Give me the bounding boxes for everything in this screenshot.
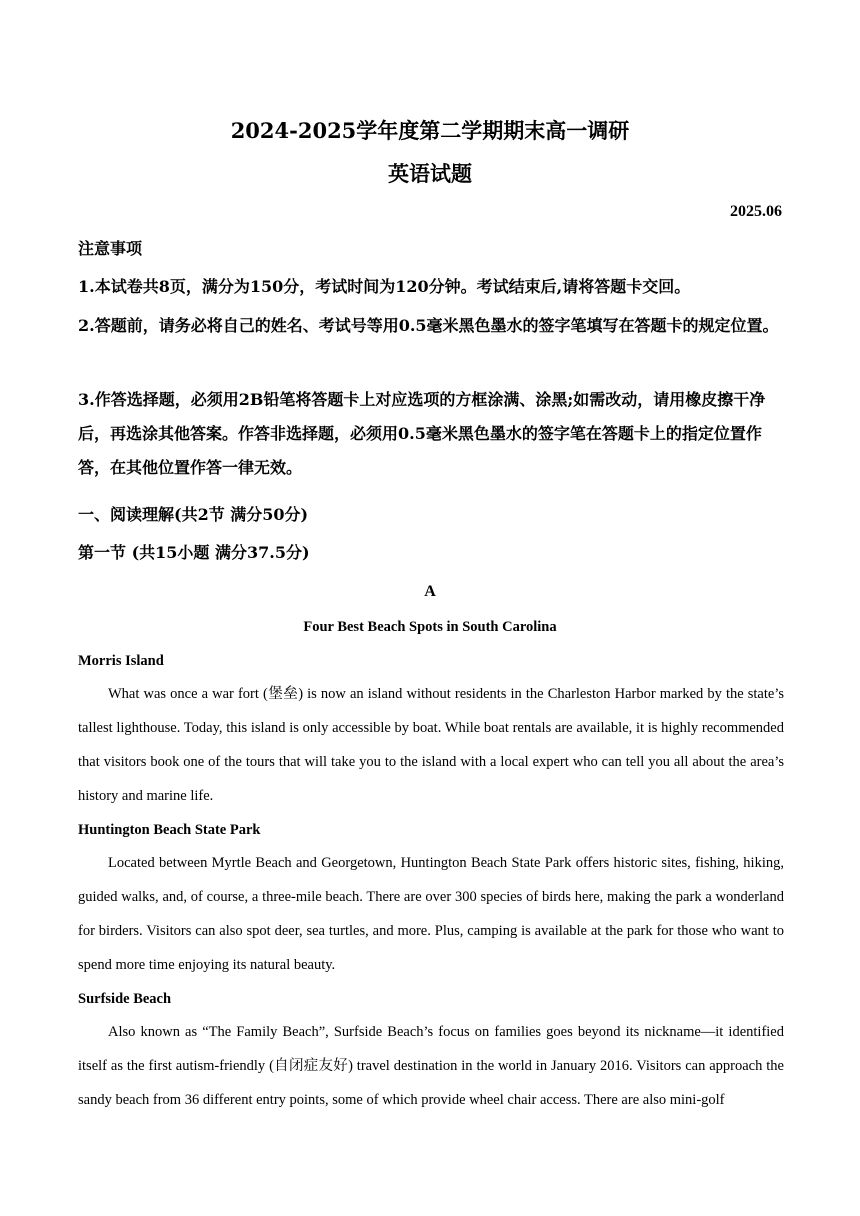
exam-title: 2024-2025学年度第二学期期末高一调研	[230, 118, 630, 143]
notes-heading: 注意事项	[78, 239, 143, 258]
note-item-1: 1.本试卷共8页，满分为150分，考试时间为120分钟。考试结束后,请将答题卡交回。	[78, 277, 691, 296]
spot-paragraph: Also known as “The Family Beach”, Surfside Beach’s focus on families goes beyond its nickname—it identified itself as the first autism-friendly (自闭症友好) travel destination in the world in January 2016. Visitors can approach the sandy beach from 36 different entry points, some of which provide wheel chair access. There are also mini-golf	[78, 1024, 784, 1108]
passage-letter: A	[424, 583, 436, 600]
passage-title: Four Best Beach Spots in South Carolina	[303, 619, 557, 635]
spot-heading: Surfside Beach	[78, 991, 172, 1007]
section-title: 第一节 (共15小题 满分37.5分)	[78, 543, 310, 562]
spot-paragraph: Located between Myrtle Beach and Georgetown, Huntington Beach State Park offers historic sites, fishing, hiking, guided walks, and, of course, a three-mile beach. There are over 300 species of birds here, making the park a wonderland for birders. Visitors can also spot deer, sea turtles, and more. Plus, camping is available at the park for those who want to spend more time enjoying its natural beauty.	[78, 855, 784, 973]
part-title: 一、阅读理解(共2节 满分50分)	[78, 505, 309, 524]
exam-date: 2025.06	[730, 203, 782, 220]
spot-paragraph: What was once a war fort (堡垒) is now an island without residents in the Charleston Harbor marked by the state’s tallest lighthouse. Today, this island is only accessible by boat. While boat rentals are available, it is highly recommended that visitors book one of the tours that will take you to the island with a local expert who can tell you all about the area’s history and marine life.	[78, 686, 784, 804]
spot-heading: Morris Island	[78, 653, 164, 669]
exam-subtitle: 英语试题	[388, 161, 472, 186]
note-item-3: 3.作答选择题，必须用2B铅笔将答题卡上对应选项的方框涂满、涂黑;如需改动，请用橡皮擦干净后，再选涂其他答案。作答非选择题，必须用0.5毫米黑色墨水的签字笔在答题卡上的指定位置作答，在其他位置作答一律无效。	[78, 390, 766, 477]
note-item-2: 2.答题前，请务必将自己的姓名、考试号等用0.5毫米黑色墨水的签字笔填写在答题卡的规定位置。	[78, 316, 779, 335]
spot-heading: Huntington Beach State Park	[78, 822, 261, 838]
